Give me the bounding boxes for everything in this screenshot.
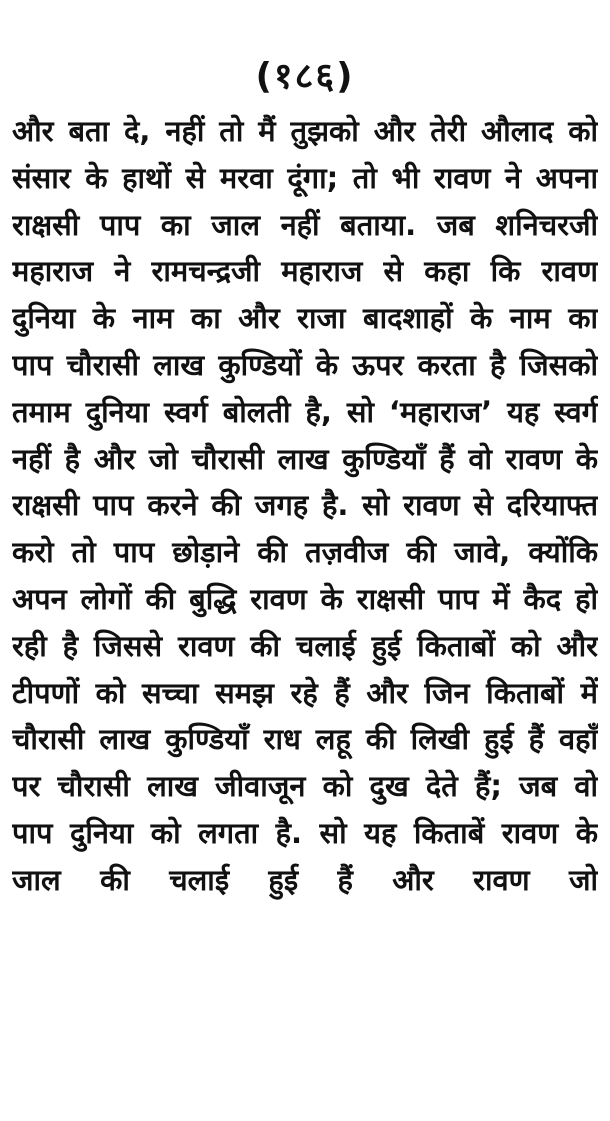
text-line: टीपणों को सच्चा समझ रहे हैं और जिन किताबों में (12, 675, 598, 710)
text-line: पर चौरासी लाख जीवाजून को दुख देते हैं; जब वो (12, 769, 598, 804)
text-line: नहीं है और जो चौरासी लाख कुण्डियाँ हैं वो रावण के (12, 441, 598, 476)
text-line: करो तो पाप छोड़ाने की तज़वीज की जावे, क्योंकि (12, 535, 598, 570)
text-line: अपन लोगों की बुद्धि रावण के राक्षसी पाप में कैद हो (12, 581, 598, 616)
text-line: पाप चौरासी लाख कुण्डियों के ऊपर करता है जिसको (12, 347, 598, 382)
text-line: रही है जिससे रावण की चलाई हुई किताबों को और (12, 628, 598, 663)
text-line: जाल की चलाई हुई हैं और रावण जो (12, 862, 598, 897)
text-line: राक्षसी पाप करने की जगह है. सो रावण से दरियाफ्त (12, 488, 598, 523)
text-line: पाप दुनिया को लगता है. सो यह किताबें रावण के (12, 815, 598, 850)
text-line: संसार के हाथों से मरवा दूंगा; तो भी रावण ने अपना (12, 160, 598, 195)
text-line: दुनिया के नाम का और राजा बादशाहों के नाम का (12, 301, 598, 336)
page-number: (१८६) (255, 56, 355, 97)
text-line: चौरासी लाख कुण्डियाँ राध लहू की लिखी हुई हैं वहाँ (12, 722, 598, 757)
text-line: और बता दे, नहीं तो मैं तुझको और तेरी औलाद को (12, 114, 598, 148)
text-line: महाराज ने रामचन्द्रजी महाराज से कहा कि रावण (12, 254, 598, 289)
text-line: तमाम दुनिया स्वर्ग बोलती है, सो ‘महाराज’ यह स्वर्ग (12, 394, 598, 429)
body-text (12, 108, 598, 904)
text-line: राक्षसी पाप का जाल नहीं बताया. जब शनिचरजी (12, 207, 598, 242)
